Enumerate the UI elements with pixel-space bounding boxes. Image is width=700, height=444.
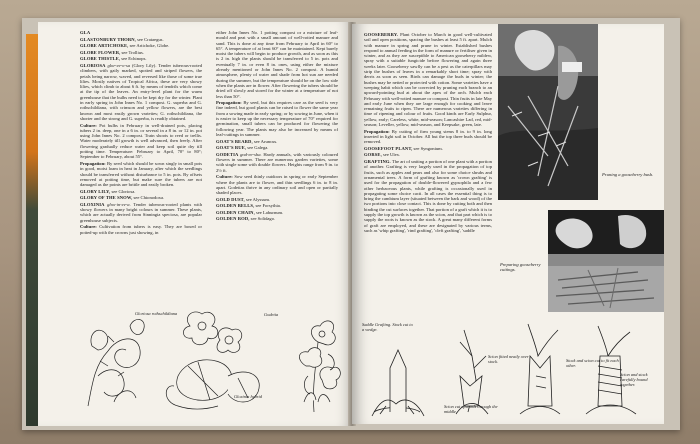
- label-scion-bound: Scion and stock carefully bound together.: [620, 372, 648, 387]
- photo-pruning-gooseberry: [498, 24, 598, 200]
- running-head: GLA: [80, 30, 91, 35]
- diagram-stock-wedge: [372, 350, 424, 416]
- entry-grafting: GRAFTING. The art of uniting a portion of one plant with a portion of another. Grafting is very largely used in the propagation of top fruits, such as apples and pears and also for some choice shrubs and ornamental trees. A form of grafting known as 'crown grafting' is used for the propagation of double-flowered gypsophila and a few other herbaceous plants, while grafting is occasionally used in propagating some choice cacti. In all cases the essential thing is to bring the cambium layer (situated between the bark and wood) of the two portions into close contact. This is done by cutting both and then binding the cut surfaces together. That portion of a graft which it is to supply the top growth is known as the scion, and that part which is to supply the roots is known as the stock. A great many different forms of graft are employed, and these are designated by various terms, such as 'whip grafting', 'rind grafting', 'cleft grafting', 'saddle: [364, 159, 492, 233]
- entry-globe-artichoke: GLOBE ARTICHOKE, see Artichoke, Globe.: [80, 43, 170, 49]
- cuttings-photo-image: [548, 210, 664, 312]
- diagram-scion-fitted: [520, 324, 560, 414]
- label-gloriosa: Gloriosa rothschildiana: [135, 311, 178, 316]
- gloxinia-culture-cont: either John Innes No. 1 potting compost or a mixture of leaf-mould and peat with a small amount of well-rotted manure and sand. This is done at any time from February to April in 60° to 65°. A temperature of at least 60° can be maintained. Kept barely moist the tubers will begin to produce growth, and as soon as this is 2 in. high the plants should be transferred to 5 in. pots and eventually 7 in. or even 8 in. ones, using either the mixture already mentioned or John Innes No. 2 compost. A humid atmosphere, plenty of water and shade from hot sun are needed during the summer, but the temperature should be on the low side when the plants are in flower. After flowering the tubers should be dried off slowly and stored for the winter at a temperature of not less than 50°.: [216, 30, 338, 99]
- label-scion-cut: Scion cut upwards through the middle.: [444, 404, 498, 414]
- caption-pruning: Pruning a gooseberry bush.: [602, 172, 654, 177]
- label-gloxinia: Gloxinia hybrid: [234, 394, 262, 399]
- entry-glory-snow: GLORY OF THE SNOW, see Chionodoxa.: [80, 195, 165, 201]
- entry-gold-dust: GOLD DUST, see Alyssum.: [216, 196, 271, 202]
- entry-glory-lily: GLORY LILY, see Gloriosa.: [80, 188, 136, 194]
- diagram-scion-cut: [456, 330, 488, 414]
- entry-globe-flower: GLOBE FLOWER, see Trollius.: [80, 49, 144, 55]
- right-page: [352, 24, 664, 424]
- godetia-drawing: [299, 321, 340, 412]
- entry-gloriosa: GLORIOSA glor-ee-o-sa (Glory Lily). Tender tuberous-rooted climbers, with gaily marked, spotted and striped flowers, the petals being narrow, waved, and reversed like those of some true lilies. Mostly natives of Tropical Africa, these are very showy lilies, which climb to about 6 ft. by means of tendrils which come at the tip of the leaves. An entry-level plant for the warm greenhouse that the bulbs need to be kept dry for the winter. Plant in early spring in John Innes No. 1 compost. G. superba and G. rothschildiana, with crimson and yellow flowers, are the best known and most easily grown varieties; G. rothschildiana, the shorter and the strong and G. superba, is readily obtained.: [80, 62, 202, 121]
- entry-golden-chain: GOLDEN CHAIN, see Laburnum.: [216, 209, 284, 215]
- entry-glastonbury: GLASTONBURY THORN, see Crataegus.: [80, 36, 164, 42]
- label-saddle-grafting: Saddle Grafting. Stock cut to a wedge.: [362, 322, 413, 332]
- entry-gloxinia: GLOXINIA glox-in-ee-a. Tender tuberous-rooted plants with showy flowers in many bright colours in summer. These plants, which are actually derived from Sinningia speciosa, are popular greenhouse subjects.: [80, 201, 202, 223]
- plant-illustrations: [78, 306, 348, 418]
- gloriosa-propagation: Propagation: By seed which should be sown singly in small pots in good, moist loam in heat in January, after which the seedlings should be transferred without disturbance to 5 in. pots. By offsets removed at potting time, but make sure the tubers are not damaged as the points are brittle and easily broken.: [80, 160, 202, 188]
- godetia-culture: Culture: Sow seed thinly outdoors in spring or early September where the plants are to flower, and thin seedlings 6 in. to 8 in. apart. Godetias thrive in any ordinary soil and open or partially shaded places.: [216, 174, 338, 196]
- right-text-column: [364, 32, 492, 332]
- gloxinia-propagation: Propagation: By seed, but this requires care as the seed is very fine indeed, but good plants can be raised to flower the same year from a sowing made in early spring; or by sowing in June, when it is easier to keep up the necessary temperature of 70° required for germination, small tubers can be produced for flowering the following year. The plants may also be increased by means of leaf-cuttings in summer.: [216, 100, 338, 137]
- gloriosa-drawing: [88, 319, 144, 406]
- entry-goosefoot: GOOSEFOOT PLANT, see Syngonium.: [364, 145, 443, 151]
- photo-preparing-cuttings: [548, 210, 664, 312]
- entry-gooseberry: GOOSEBERRY. Plant October to March in good well-cultivated soil and open positions, spacing the bushes at least 5 ft. apart. Mulch with manure in spring and prune in winter. Established bushes respond to annual feeding in the form of manure or fertiliser given in winter, and as they are susceptible to American gooseberry mildew, spray with a suitable fungicide before flowering and again three weeks later. Gooseberry sawfly can be a pest as the caterpillars may strip the bushes of leaves in a remarkably short time; spray with derris as soon as seen. Birds can damage the buds in winter; the bushes may be netted or protected with cotton. Some varieties have a weeping habit which can be corrected by pruning each branch to an upward-pointing bud at about the apex of the arch. Mulch each February with well-rotted manure or compost. Thin fruits in late May and early June when they are large enough for cooking and leave remaining fruits to ripen. There are numerous varieties differing in time of ripening and colour of fruits. Good kinds are Early Sulphur, yellow, early; Careless, white, mid-season; Lancashire Lad, red, mid-season; Leveller, yellow, mid-season, and Keepsake, green, late.: [364, 32, 492, 128]
- label-scion-fitted: Scion fitted neatly over stock.: [488, 354, 529, 364]
- entry-golden-bells: GOLDEN BELLS, see Forsythia.: [216, 203, 281, 209]
- pruning-photo-image: [498, 24, 598, 200]
- left-page: [38, 22, 354, 426]
- entry-golden-rod: GOLDEN ROD, see Solidago.: [216, 216, 276, 222]
- left-column-2: [216, 30, 338, 330]
- label-godetia: Godetia: [264, 312, 279, 317]
- left-column-1: [80, 30, 202, 330]
- entry-goats-rue: GOAT'S RUE, see Galega.: [216, 145, 269, 151]
- gloriosa-culture: Culture: Pot bulbs in February in well-drained pots, placing tubers 2 in. deep, one in a 6 in. or several in a 8 in. or 12 in. pot using John Innes No. 2 compost. Train shoots to reed or trellis. Water moderately till growth is well advanced, then freely. After flowering gradually reduce water and keep soil quite dry till potting time. Temperature: February to April, 70° to 80°; September to February, about 55°.: [80, 122, 202, 160]
- gooseberry-propagation: Propagation: By cutting of firm young stems 8 in. to 9 in. long inserted in light soil in October. All but the top three buds should be removed.: [364, 128, 492, 145]
- entry-godetia: GODETIA god-ee-sha. Hardy annuals, with variously coloured flowers in summer. There are numerous garden varieties, some with single some with double flowers. Heights range from 9 in. to 2½ ft.: [216, 151, 338, 173]
- caption-cuttings: Preparing gooseberry cuttings.: [500, 262, 541, 273]
- entry-gorse: GORSE, see Ulex.: [364, 152, 401, 158]
- gloxinia-culture: Culture: Cultivation from tubers is easy. They are boxed or potted-up with the crowns just showing, in: [80, 224, 202, 235]
- label-stock-scion: Stock and scion cut to fit each other.: [566, 358, 619, 368]
- diagram-bound-together: [586, 326, 636, 414]
- entry-globe-thistle: GLOBE THISTLE, see Echinops.: [80, 56, 147, 62]
- entry-goats-beard: GOAT'S BEARD, see Aruncus.: [216, 138, 278, 144]
